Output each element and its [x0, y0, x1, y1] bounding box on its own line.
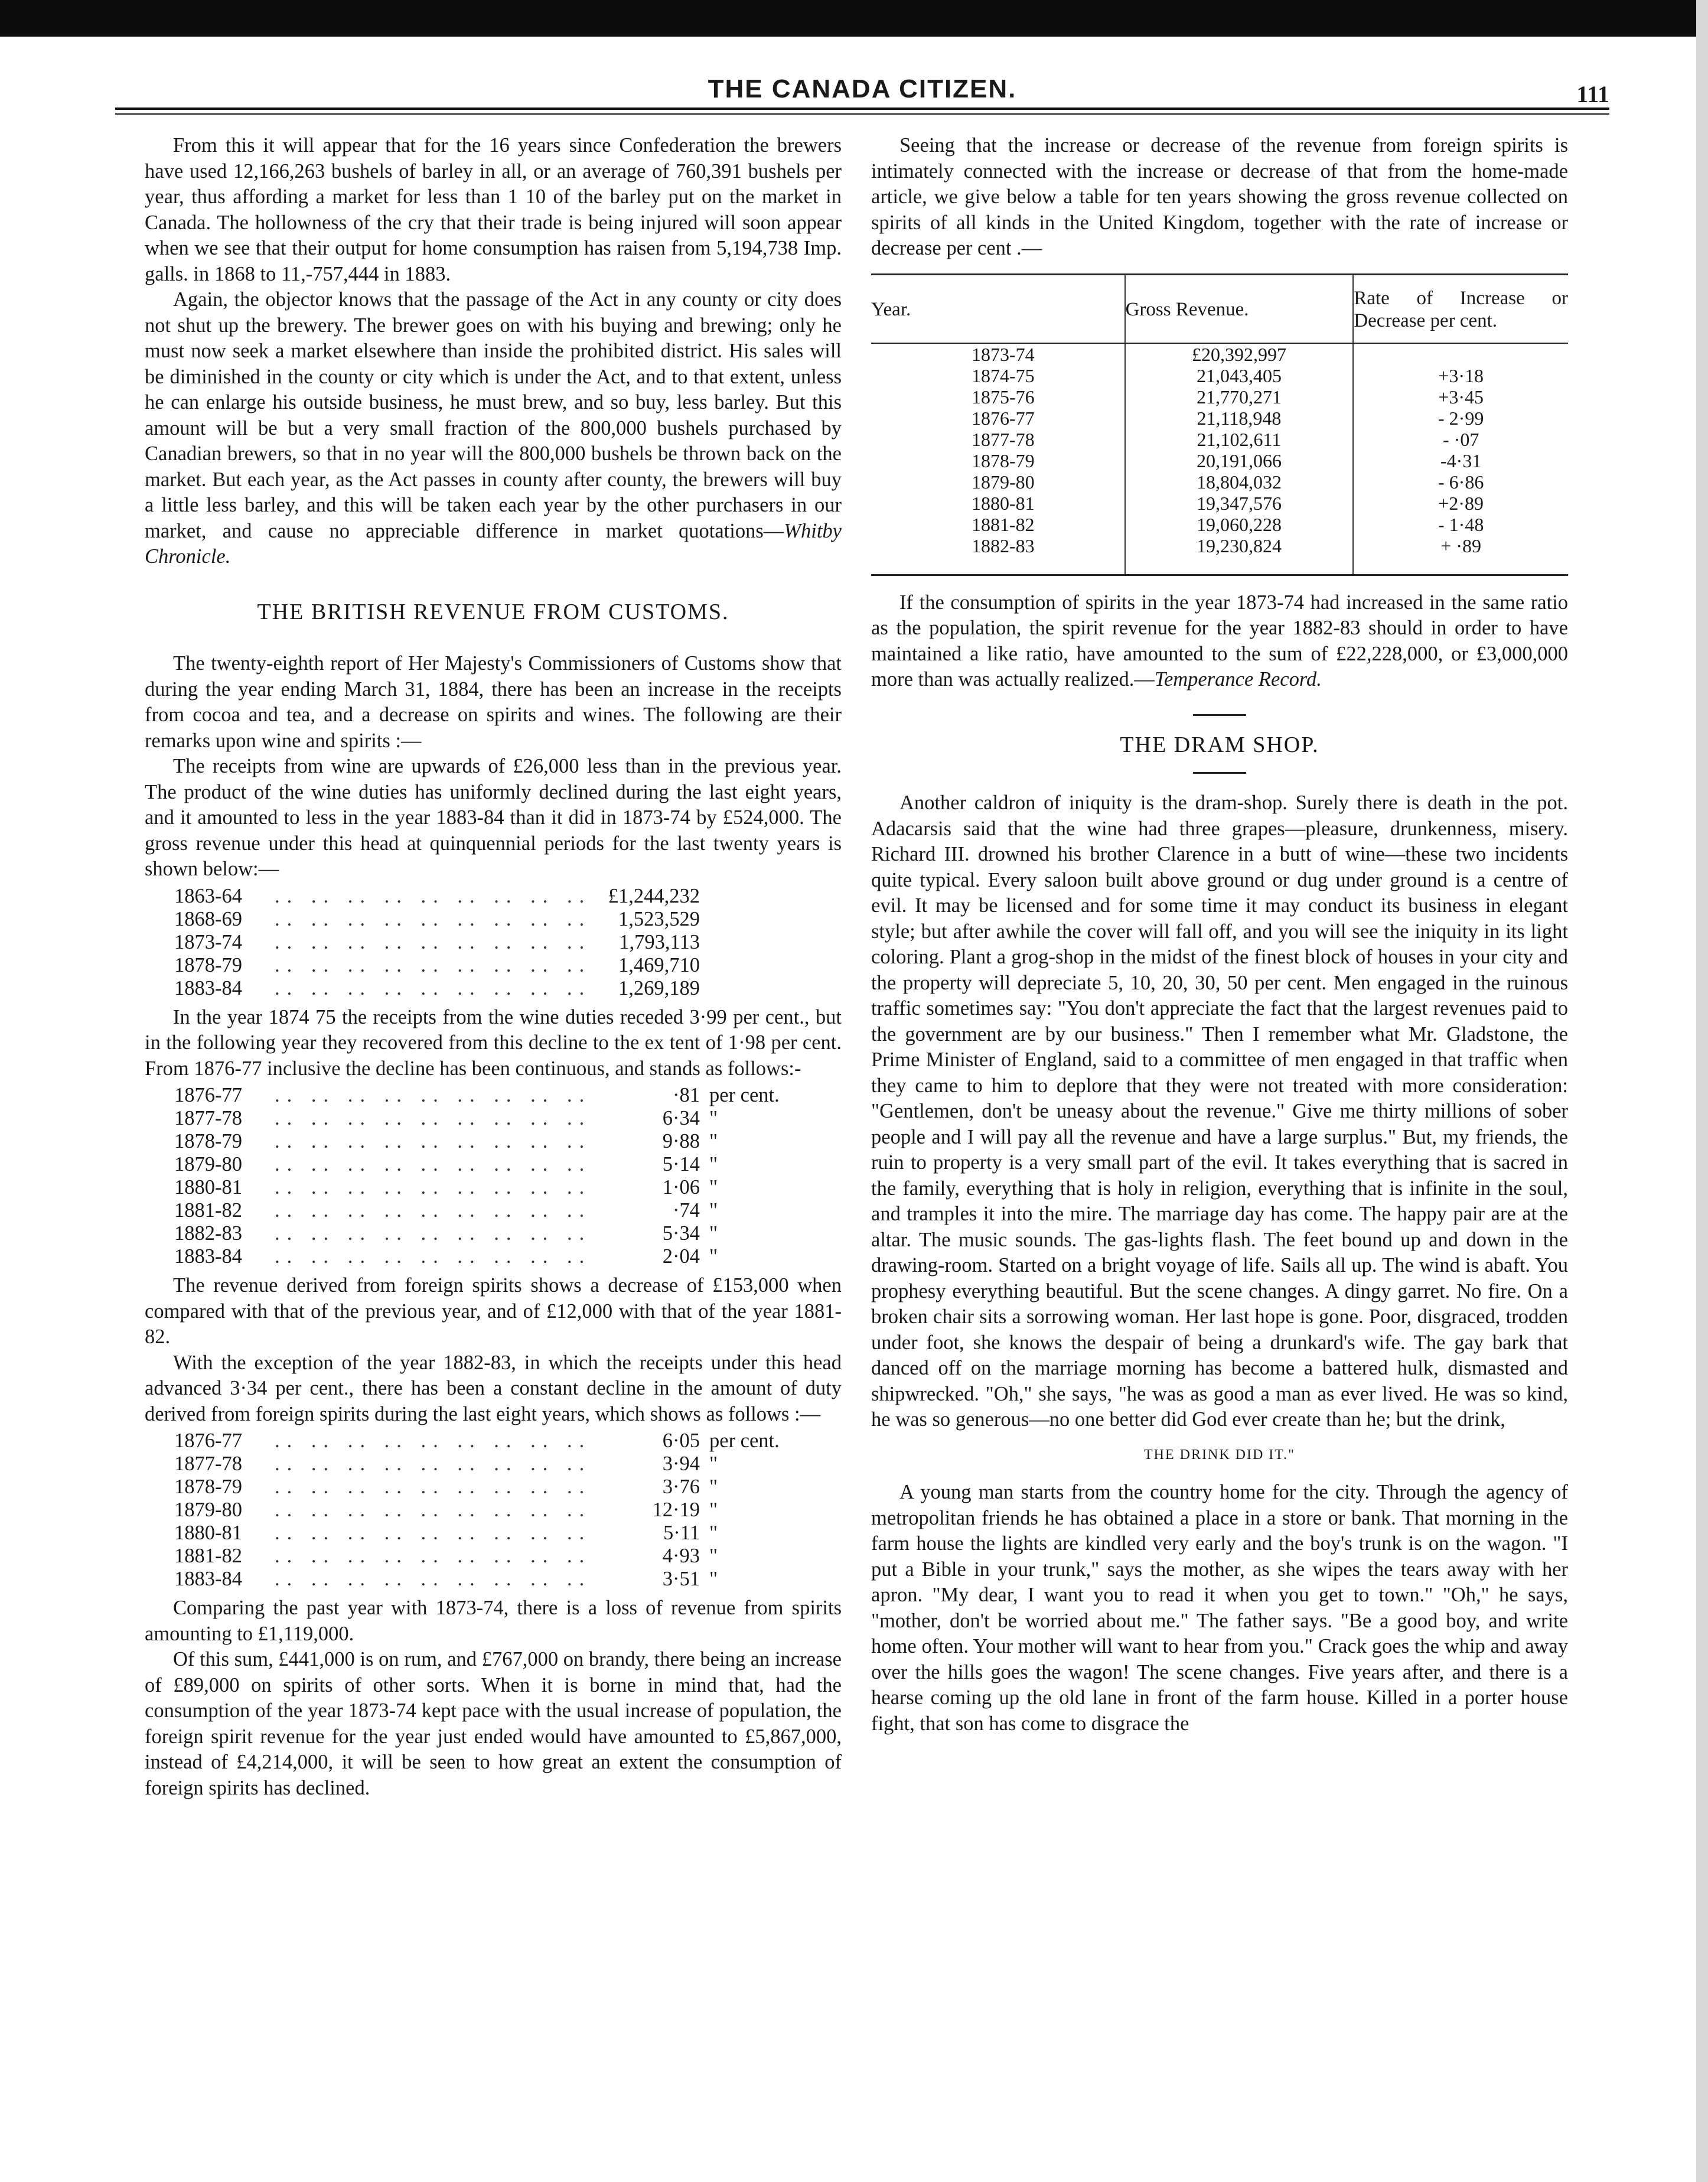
gross-cell: 21,043,405 — [1125, 365, 1354, 386]
year-cell: 1883-84 — [174, 1568, 242, 1590]
table-row — [871, 408, 1568, 429]
rate-cell — [1353, 343, 1568, 365]
leader-dots: .. .. .. .. .. .. .. .. .. — [275, 1084, 592, 1106]
table-row — [174, 1568, 842, 1591]
spirits-decline-table — [174, 1429, 842, 1591]
leader-dots: .. .. .. .. .. .. .. .. .. — [275, 1522, 592, 1544]
rate-cell: - 2·99 — [1353, 408, 1568, 429]
table-row — [174, 1522, 842, 1545]
year-cell: 1878-79 — [174, 953, 242, 976]
rate-cell: +3·18 — [1353, 365, 1568, 386]
table-row — [174, 885, 842, 908]
header-rule-bottom — [115, 113, 1609, 115]
column-header: Gross Revenue. — [1125, 274, 1354, 343]
table-row — [871, 343, 1568, 365]
table-row — [174, 954, 842, 977]
year-cell: 1877-78 — [174, 1453, 242, 1475]
value-cell: 3·94 — [662, 1453, 700, 1475]
paragraph: If the consumption of spirits in the year 1873-74 had increased in the same ratio as the population, the spirit revenue for the year 1882-83 should in order to have maintained a like ratio, have amounted to the sum of £22,228,000, or £3,000,000 more than was actually realized.—Temperance Record. — [871, 591, 1568, 691]
table-row — [174, 1476, 842, 1499]
gross-cell: £20,392,997 — [1125, 343, 1354, 365]
article-heading: THE DRAM SHOP. — [1120, 732, 1319, 757]
source-citation: Whitby Chronicle. — [145, 519, 842, 568]
unit-cell: " — [709, 1453, 718, 1475]
leader-dots: .. .. .. .. .. .. .. .. .. — [275, 1499, 592, 1521]
rate-cell: + ·89 — [1353, 535, 1568, 575]
table-row — [174, 1176, 842, 1199]
year-cell: 1876-77 — [174, 1084, 242, 1106]
rate-cell: -4·31 — [1353, 450, 1568, 471]
paragraph: Again, the objector knows that the passage of the Act in any county or city does not shut up the brewery. The brewer goes on with his buying and brewing; only he must now seek a market elsewhere than inside the prohibited district. His sales will be diminished in the county or city which is under the Act, and to that extent, unless he can enlarge his outside business, he must brew, and so buy, less barley. But this amount will be but a very small fraction of the 800,000 bushels purchased by Canadian brewers, so that in no year will the 800,000 bushels be thrown back on the market. But each year, as the Act passes in county after county, the brewers will buy a little less barley, and this will be taken each year by the other purchasers in our market, and cause no appreciable difference in market quotations—Whitby Chronicle. — [145, 288, 842, 568]
value-cell: 3·76 — [662, 1476, 700, 1498]
section-divider — [1193, 714, 1246, 716]
unit-cell: per cent. — [709, 1084, 780, 1106]
gross-cell: 20,191,066 — [1125, 450, 1354, 471]
paragraph: The revenue derived from foreign spirits shows a decrease of £153,000 when compared with that of the previous year, and of £12,000 with that of the year 1881-82. — [145, 1274, 842, 1348]
unit-cell: " — [709, 1176, 718, 1199]
paragraph: With the exception of the year 1882-83, in which the receipts under this head advanced 3·34 per cent., there has been a constant decline in the amount of duty derived from foreign spirits during the last eight years, which shows as follows :— — [145, 1351, 842, 1425]
year-cell: 1881-82 — [972, 513, 1035, 535]
value-cell: ·74 — [673, 1199, 700, 1222]
year-cell: 1878-79 — [174, 1476, 242, 1498]
unit-cell: " — [709, 1130, 718, 1152]
leader-dots: .. .. .. .. .. .. .. .. .. — [275, 1153, 592, 1175]
paragraph: The receipts from wine are upwards of £26,000 less than in the previous year. The product of the wine duties has uniformly declined during the last eight years, and it amounted to less in the year 1883-84 than it did in 1873-74 by £524,000. The gross revenue under this head at quinquennial periods for the last twenty years is shown below:— — [145, 755, 842, 880]
table-row — [174, 1453, 842, 1476]
leader-dots: .. .. .. .. .. .. .. .. .. — [275, 1545, 592, 1567]
rate-cell: - ·07 — [1353, 429, 1568, 450]
rate-cell: +2·89 — [1353, 493, 1568, 514]
rate-cell: - 1·48 — [1353, 514, 1568, 535]
value-cell: 1,523,529 — [618, 907, 700, 930]
year-cell: 1863-64 — [174, 884, 242, 907]
value-cell: 5·11 — [663, 1522, 700, 1544]
right-column — [871, 133, 1568, 1737]
year-cell: 1876-77 — [972, 407, 1035, 429]
leader-dots: .. .. .. .. .. .. .. .. .. — [275, 953, 592, 976]
value-cell: 1,469,710 — [618, 953, 700, 976]
table-row — [174, 1199, 842, 1222]
year-cell: 1880-81 — [972, 492, 1035, 514]
table-row — [174, 931, 842, 954]
table-row — [871, 450, 1568, 471]
section-divider — [1193, 772, 1246, 774]
value-cell: 5·34 — [662, 1222, 700, 1245]
column-header: Year. — [871, 274, 1125, 343]
unit-cell: per cent. — [709, 1429, 780, 1452]
year-cell: 1879-80 — [972, 471, 1035, 493]
value-cell: £1,244,232 — [608, 884, 700, 907]
unit-cell: " — [709, 1522, 718, 1544]
year-cell: 1879-80 — [174, 1153, 242, 1175]
leader-dots: .. .. .. .. .. .. .. .. .. — [275, 1476, 592, 1498]
paragraph: In the year 1874 75 the receipts from the wine duties receded 3·99 per cent., but in the following year they recovered from this decline to the ex tent of 1·98 per cent. From 1876-77 inclusive the decline has been continuous, and stands as follows:- — [145, 1005, 842, 1080]
unit-cell: " — [709, 1499, 718, 1521]
leader-dots: .. .. .. .. .. .. .. .. .. — [275, 976, 592, 999]
table-row — [174, 1545, 842, 1568]
year-cell: 1877-78 — [174, 1107, 242, 1129]
gross-cell: 19,060,228 — [1125, 514, 1354, 535]
year-cell: 1881-82 — [174, 1199, 242, 1222]
leader-dots: .. .. .. .. .. .. .. .. .. — [275, 1568, 592, 1590]
page-header — [115, 70, 1609, 108]
gross-cell: 19,230,824 — [1125, 535, 1354, 575]
value-cell: 1·06 — [662, 1176, 700, 1199]
rate-cell: - 6·86 — [1353, 471, 1568, 493]
spirits-revenue-table — [871, 273, 1568, 576]
table-row — [174, 908, 842, 931]
table-row — [871, 471, 1568, 493]
table-row — [174, 1107, 842, 1130]
table-row — [871, 493, 1568, 514]
leader-dots: .. .. .. .. .. .. .. .. .. — [275, 884, 592, 907]
year-cell: 1877-78 — [972, 428, 1035, 450]
rate-cell: +3·45 — [1353, 386, 1568, 408]
page-number: 111 — [1576, 81, 1609, 108]
value-cell: 1,793,113 — [619, 930, 700, 953]
gross-cell: 21,102,611 — [1125, 429, 1354, 450]
year-cell: 1882-83 — [174, 1222, 242, 1245]
unit-cell: " — [709, 1245, 718, 1268]
leader-dots: .. .. .. .. .. .. .. .. .. — [275, 930, 592, 953]
unit-cell: " — [709, 1153, 718, 1175]
paragraph: From this it will appear that for the 16 years since Confederation the brewers have used 12,166,263 bushels of barley in all, or an average of 760,391 bushels per year, thus affording a market for less than 1 10 of the barley put on the market in Canada. The hollowness of the cry that their trade is being injured will soon appear when we see that their output for home consumption has raisen from 5,194,738 Imp. galls. in 1868 to 11,-757,444 in 1883. — [145, 134, 842, 285]
paragraph: Another caldron of iniquity is the dram-shop. Surely there is death in the pot. Adacarsis said that the wine had three grapes—pleasure, drunkenness, misery. Richard III. drowned his brother Clarence in a butt of wine—these two incidents quite typical. Every saloon built above ground or dug under ground is a centre of evil. It may be licensed and for some time it may conduct its business in elegant style; but after awhile the cover will fall off, and you will see the iniquity in its light coloring. Plant a grog-shop in the midst of the finest block of houses in your city and the property will depreciate 5, 10, 20, 30, 50 per cent. Men engaged in the ruinous traffic sometimes say: "You don't appreciate the fact that the largest revenues paid to the government are by our business." Then I remember what Mr. Gladstone, the Prime Minister of England, said to a committee of men engaged in that traffic when they came to him to deplore that they were not treated with more consideration: "Gentlemen, don't be uneasy about the revenue." Give me thirty millions of sober people and I will pay all the revenue and have a large surplus." But, my friends, the ruin to property is a very small part of the evil. It takes everything that is sacred in the family, everything that is holy in religion, everything that is infinite in the soul, and tramples it into the mire. The marriage day has come. The happy pair are at the altar. The music sounds. The gas-lights flash. The feet bound up and down in the drawing-room. Started on a bright voyage of life. Sails all up. The wind is abaft. You prophesy everything beautiful. But the scene changes. A dingy garret. No fire. On a broken chair sits a sorrowing woman. Her last hope is gone. Poor, disgraced, trodden under foot, she knows the despair of being a drunkard's wife. The gay bark that danced off on the marriage morning has become a battered hulk, dismasted and shipwrecked. "Oh," she says, "he was as good a man as ever lived. He was so kind, he was so generous—no one better did God ever create than he; but the drink, — [871, 792, 1568, 1431]
leader-dots: .. .. .. .. .. .. .. .. .. — [275, 1453, 592, 1475]
gross-cell: 19,347,576 — [1125, 493, 1354, 514]
unit-cell: " — [709, 1199, 718, 1222]
value-cell: 1,269,189 — [618, 976, 700, 999]
table-row — [174, 1130, 842, 1153]
year-cell: 1883-84 — [174, 1245, 242, 1268]
year-cell: 1883-84 — [174, 976, 242, 999]
unit-cell: " — [709, 1568, 718, 1590]
value-cell: 6·05 — [662, 1429, 700, 1452]
table-row — [174, 1153, 842, 1176]
table-row — [174, 1499, 842, 1522]
value-cell: 4·93 — [662, 1545, 700, 1567]
year-cell: 1878-79 — [972, 450, 1035, 471]
year-cell: 1880-81 — [174, 1176, 242, 1199]
year-cell: 1873-74 — [174, 930, 242, 953]
table-row — [174, 1084, 842, 1107]
year-cell: 1881-82 — [174, 1545, 242, 1567]
newspaper-title: THE CANADA CITIZEN. — [708, 74, 1017, 103]
paragraph: Of this sum, £441,000 is on rum, and £767,000 on brandy, there being an increase of £89,000 on spirits of other sorts. When it is borne in mind that, had the consumption of the year 1873-74 kept pace with the usual increase of population, the foreign spirit revenue for the year just ended would have amounted to £5,867,000, instead of £4,214,000, it will be seen to how great an extent the consumption of foreign spirits has declined. — [145, 1648, 842, 1799]
leader-dots: .. .. .. .. .. .. .. .. .. — [275, 1176, 592, 1199]
leader-dots: .. .. .. .. .. .. .. .. .. — [275, 1245, 592, 1268]
leader-dots: .. .. .. .. .. .. .. .. .. — [275, 1107, 592, 1129]
leader-dots: .. .. .. .. .. .. .. .. .. — [275, 1199, 592, 1222]
year-cell: 1868-69 — [174, 907, 242, 930]
year-cell: 1876-77 — [174, 1429, 242, 1452]
table-row — [174, 1245, 842, 1268]
table-row — [174, 977, 842, 1000]
unit-cell: " — [709, 1222, 718, 1245]
paragraph: Comparing the past year with 1873-74, there is a loss of revenue from spirits amounting to £1,119,000. — [145, 1597, 842, 1645]
leader-dots: .. .. .. .. .. .. .. .. .. — [275, 1429, 592, 1452]
paragraph: A young man starts from the country home for the city. Through the agency of metropolitan friends he has obtained a place in a store or bank. That morning in the farm house the lights are kindled very early and the boy's trunk is on the wagon. "I put a Bible in your trunk," says the mother, as she wipes the tears away with her apron. "My dear, I want you to read it when you get to town." "Oh," he says, "mother, don't be worried about me." The father says. "Be a good boy, and write home often. Your mother will want to hear from you." Crack goes the whip and away over the hills goes the wagon! The scene changes. Five years after, and there is a hearse coming up the old lane in front of the farm house. Killed in a porter house fight, that son has come to disgrace the — [871, 1481, 1568, 1735]
year-cell: 1879-80 — [174, 1499, 242, 1521]
wine-revenue-table — [174, 885, 842, 1000]
unit-cell: " — [709, 1476, 718, 1498]
gross-cell: 21,770,271 — [1125, 386, 1354, 408]
year-cell: 1875-76 — [972, 386, 1035, 408]
left-column — [145, 133, 842, 1801]
page-edge — [1696, 0, 1708, 2182]
table-row — [871, 429, 1568, 450]
year-cell: 1878-79 — [174, 1130, 242, 1152]
year-cell: 1874-75 — [972, 364, 1035, 386]
value-cell: 9·88 — [662, 1130, 700, 1152]
top-border — [0, 0, 1708, 37]
value-cell: 12·19 — [652, 1499, 700, 1521]
value-cell: 5·14 — [662, 1153, 700, 1175]
article-heading: THE BRITISH REVENUE FROM CUSTOMS. — [257, 599, 729, 624]
leader-dots: .. .. .. .. .. .. .. .. .. — [275, 907, 592, 930]
table-row — [871, 365, 1568, 386]
gross-cell: 21,118,948 — [1125, 408, 1354, 429]
wine-decline-table — [174, 1084, 842, 1268]
source-citation: Temperance Record. — [1154, 668, 1322, 691]
year-cell: 1882-83 — [871, 535, 1125, 575]
subheading: THE DRINK DID IT." — [1144, 1447, 1295, 1463]
value-cell: 2·04 — [662, 1245, 700, 1268]
table-row — [871, 386, 1568, 408]
value-cell: 6·34 — [662, 1107, 700, 1129]
header-rule-top — [115, 108, 1609, 110]
table-row — [174, 1222, 842, 1245]
paragraph: The twenty-eighth report of Her Majesty's Commissioners of Customs show that during the year ending March 31, 1884, there has been an increase in the receipts from cocoa and tea, and a decrease on spirits and wines. The following are their remarks upon wine and spirits :— — [145, 652, 842, 752]
value-cell: 3·51 — [662, 1568, 700, 1590]
year-cell: 1880-81 — [174, 1522, 242, 1544]
gross-cell: 18,804,032 — [1125, 471, 1354, 493]
leader-dots: .. .. .. .. .. .. .. .. .. — [275, 1222, 592, 1245]
table-row — [871, 535, 1568, 575]
table-row — [871, 514, 1568, 535]
leader-dots: .. .. .. .. .. .. .. .. .. — [275, 1130, 592, 1152]
unit-cell: " — [709, 1107, 718, 1129]
value-cell: ·81 — [673, 1084, 700, 1106]
year-cell: 1873-74 — [972, 343, 1035, 365]
unit-cell: " — [709, 1545, 718, 1567]
column-header: Rate of Increase or Decrease per cent. — [1353, 274, 1568, 343]
table-row — [174, 1429, 842, 1453]
paragraph: Seeing that the increase or decrease of the revenue from foreign spirits is intimately connected with the increase or decrease of that from the home-made article, we give below a table for ten years showing the gross revenue collected on spirits of all kinds in the United Kingdom, together with the rate of increase or decrease per cent .— — [871, 134, 1568, 259]
